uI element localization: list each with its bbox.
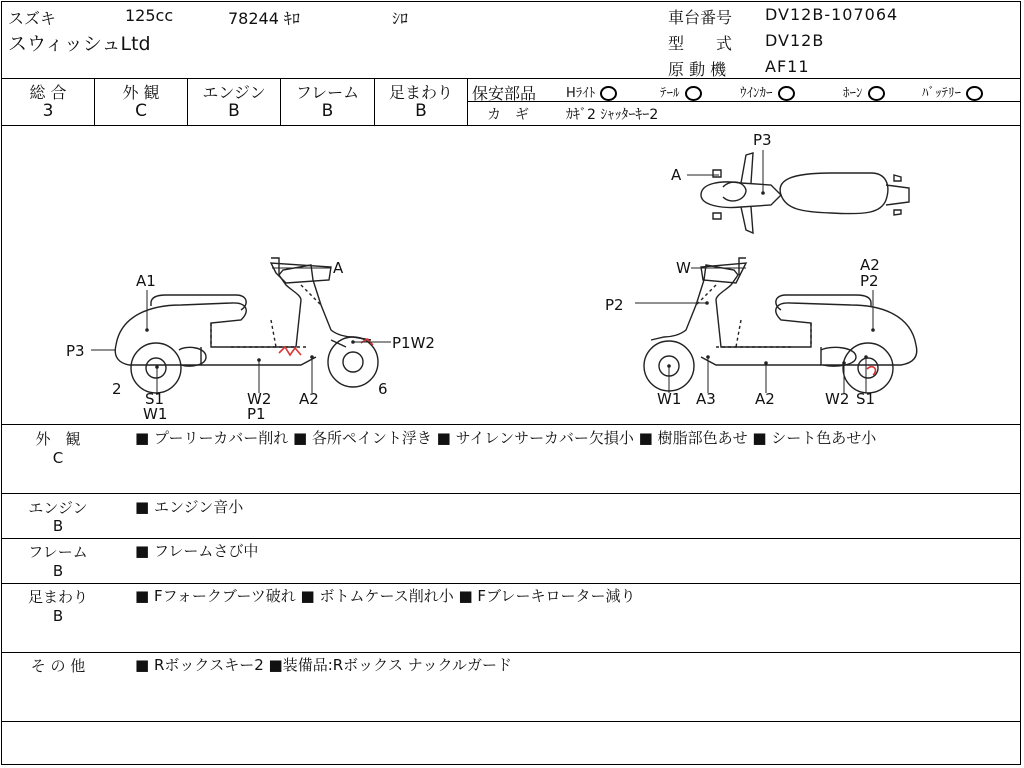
grade-suspension: B xyxy=(415,101,427,121)
safety-item-headlight: Hﾗｲﾄ xyxy=(566,82,617,101)
ok-circle-icon xyxy=(778,86,795,101)
diagram-label-a2-right: A2 xyxy=(860,256,880,274)
diagram-label-a1: A1 xyxy=(136,272,156,290)
diagram-label-s1-right: S1 xyxy=(856,390,876,408)
safety-item-battery: ﾊﾞｯﾃﾘｰ xyxy=(922,82,983,101)
diagram-label-a: A xyxy=(333,259,344,277)
diagram-label-s1: S1 xyxy=(145,390,165,408)
condition-grade-engine: B xyxy=(52,517,64,535)
condition-label-frame: フレーム xyxy=(28,543,88,561)
diagram-label-w2: W2 xyxy=(247,390,272,408)
type-value: DV12B xyxy=(765,31,825,50)
condition-label-exterior: 外 観 xyxy=(35,430,81,448)
diagram-label-p1: P1 xyxy=(247,405,266,423)
grade-header-overall: 総 合 xyxy=(29,83,67,102)
diagram-label-a2-right-bottom: A2 xyxy=(755,390,775,408)
diagram-label-w: W xyxy=(676,259,691,277)
frame-no: DV12B-107064 xyxy=(765,5,899,24)
maker: スズキ xyxy=(8,9,57,28)
grade-header-engine: エンジン xyxy=(202,83,266,102)
condition-grade-exterior: C xyxy=(52,449,64,467)
condition-label-suspension: 足まわり xyxy=(27,588,88,606)
condition-grade-frame: B xyxy=(52,562,64,580)
ok-circle-icon xyxy=(685,86,702,101)
type-label: 型 式 xyxy=(668,34,733,53)
diagram-label-p3: P3 xyxy=(66,342,85,360)
condition-text-engine: ■ エンジン音小 xyxy=(135,498,244,516)
grade-frame: B xyxy=(321,101,334,121)
grade-overall: 3 xyxy=(42,101,54,121)
diagram-label-p1w2: P1W2 xyxy=(392,334,435,352)
condition-label-other: そ の 他 xyxy=(30,657,86,675)
diagram-label-p3-top: P3 xyxy=(753,131,772,149)
safety-item-horn: ﾎｰﾝ xyxy=(843,82,885,101)
model-name: スウィッシュLtd xyxy=(8,33,151,55)
condition-text-frame: ■ フレームさび中 xyxy=(135,542,259,560)
frame-no-label: 車台番号 xyxy=(668,8,733,27)
diagram-label-2: 2 xyxy=(112,380,122,398)
mileage: 78244 ｷﾛ xyxy=(228,9,301,28)
diagram-label-w1-right: W1 xyxy=(657,390,682,408)
condition-text-exterior: ■ プーリーカバー削れ ■ 各所ペイント浮き ■ サイレンサーカバー欠損小 ■ 樹脂部色あせ ■ シート色あせ小 xyxy=(135,429,877,447)
condition-label-engine: エンジン xyxy=(28,499,88,517)
key-label: カ ギ xyxy=(487,107,529,123)
engine-value: AF11 xyxy=(765,57,810,76)
condition-grade-suspension: B xyxy=(52,607,64,625)
diagram-label-6: 6 xyxy=(378,380,388,398)
grade-exterior: C xyxy=(135,101,147,121)
ok-circle-icon xyxy=(600,86,617,101)
engine-label: 原 動 機 xyxy=(668,60,727,79)
grade-header-exterior: 外 観 xyxy=(122,83,160,102)
safety-label: 保安部品 xyxy=(472,84,537,103)
diagram-label-a-top: A xyxy=(671,166,682,184)
diagram-label-a2: A2 xyxy=(299,390,319,408)
ok-circle-icon xyxy=(868,86,885,101)
top-view-outline xyxy=(701,153,909,233)
condition-text-other: ■ Rボックスキー2 ■装備品:Rボックス ナックルガード xyxy=(135,656,513,674)
diagram-label-p2: P2 xyxy=(605,296,624,314)
safety-item-winker: ｳｲﾝｶｰ xyxy=(740,82,795,101)
ok-circle-icon xyxy=(966,86,983,101)
displacement: 125cc xyxy=(125,6,174,25)
condition-text-suspension: ■ Fフォークブーツ破れ ■ ボトムケース削れ小 ■ Fブレーキローター減り xyxy=(135,587,636,605)
safety-item-tail: ﾃｰﾙ xyxy=(660,82,702,101)
key-value: ｶｷﾞ2 ｼｬｯﾀｰｷｰ2 xyxy=(566,107,659,123)
diagram-label-w2-right: W2 xyxy=(825,390,850,408)
grade-header-frame: フレーム xyxy=(295,83,360,102)
grade-engine: B xyxy=(228,101,240,121)
diagram-label-a3: A3 xyxy=(696,390,716,408)
grade-header-suspension: 足まわり xyxy=(388,83,453,102)
diagram-label-p2-right: P2 xyxy=(860,272,879,290)
diagram-label-w1: W1 xyxy=(143,405,168,423)
color: ｼﾛ xyxy=(392,9,409,28)
